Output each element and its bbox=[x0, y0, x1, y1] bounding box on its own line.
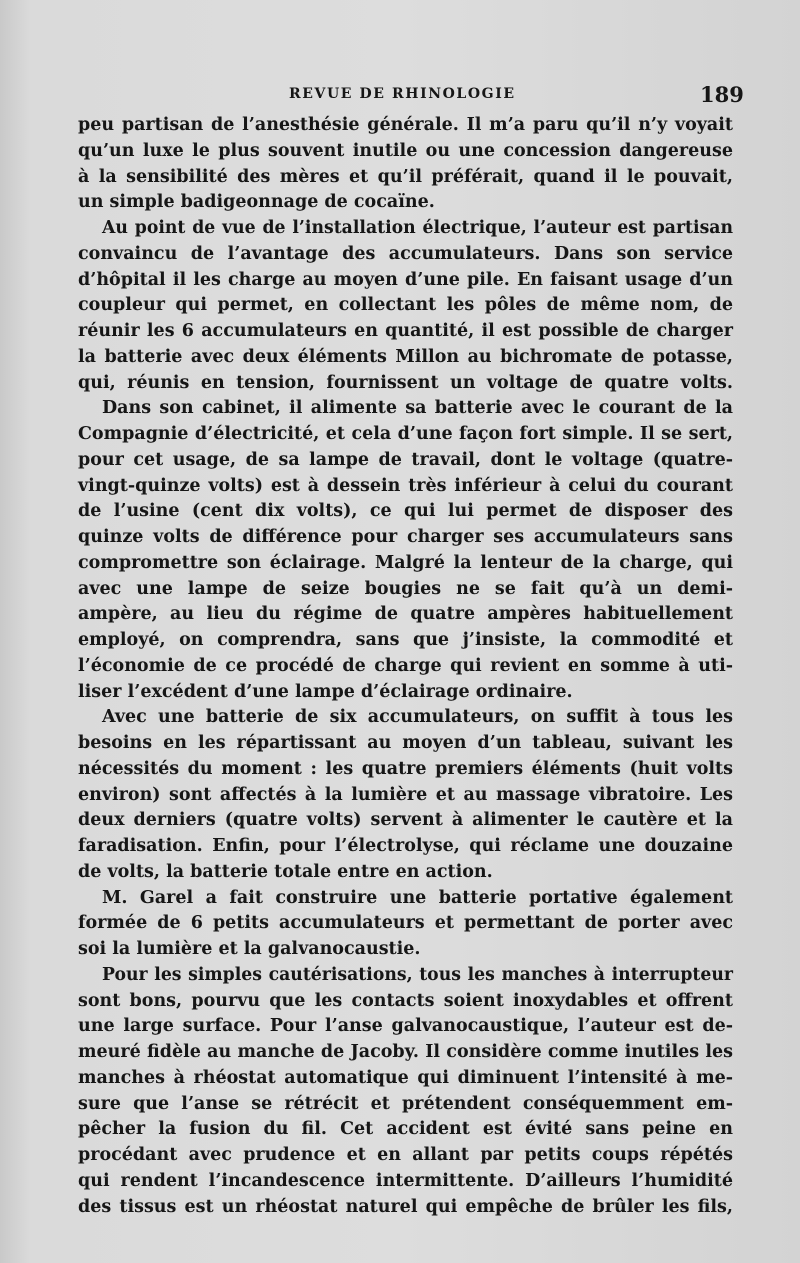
text-line: un simple badigeonnage de cocaïne. bbox=[78, 192, 435, 213]
text-line: pour cet usage, de sa lampe de travail, dont le voltage (quatre- bbox=[78, 449, 733, 470]
text-line: besoins en les répartissant au moyen d’un tableau, suivant les bbox=[78, 733, 733, 753]
text-line: avec une lampe de seize bougies ne se fait qu’à un demi- bbox=[78, 578, 733, 599]
text-line: compromettre son éclairage. Malgré la lenteur de la charge, qui bbox=[78, 552, 733, 573]
text-line: pêcher la fusion du fil. Cet accident est évité sans peine en bbox=[78, 1119, 733, 1140]
text-line: d’hôpital il les charge au moyen d’une pile. En faisant usage d’un bbox=[78, 269, 733, 290]
text-line: sont bons, pourvu que les contacts soient inoxydables et offrent bbox=[78, 990, 733, 1011]
text-line: Compagnie d’électricité, et cela d’une façon fort simple. Il se sert, bbox=[78, 424, 733, 444]
text-line: Dans son cabinet, il alimente sa batterie avec le courant de la bbox=[102, 398, 733, 419]
text-line: Avec une batterie de six accumulateurs, on suffit à tous les bbox=[102, 707, 733, 728]
text-line: quinze volts de différence pour charger ses accumulateurs sans bbox=[78, 527, 733, 547]
text-line: formée de 6 petits accumulateurs et permettant de porter avec bbox=[78, 913, 733, 934]
text-line: coupleur qui permet, en collectant les pôles de même nom, de bbox=[78, 295, 733, 316]
text-line: convaincu de l’avantage des accumulateurs. Dans son service bbox=[78, 243, 733, 264]
text-line: peu partisan de l’anesthésie générale. Il m’a paru qu’il n’y voyait bbox=[78, 115, 733, 135]
text-line: M. Garel a fait construire une batterie portative également bbox=[102, 887, 733, 908]
text-line: des tissus est un rhéostat naturel qui empêche de brûler les fils, bbox=[78, 1196, 733, 1217]
text-line: procédant avec prudence et en allant par petits coups répétés bbox=[78, 1145, 733, 1165]
text-line: manches à rhéostat automatique qui diminuent l’intensité à me- bbox=[78, 1067, 733, 1088]
body-text bbox=[78, 113, 733, 1220]
text-line: qui, réunis en tension, fournissent un voltage de quatre volts. bbox=[78, 372, 733, 393]
page-number: 189 bbox=[700, 82, 744, 107]
text-line: employé, on comprendra, sans que j’insiste, la commodité et bbox=[78, 630, 733, 650]
text-line: meuré fidèle au manche de Jacoby. Il considère comme inutiles les bbox=[78, 1042, 733, 1062]
text-line: la batterie avec deux éléments Millon au bichromate de potasse, bbox=[78, 346, 733, 367]
text-line: réunir les 6 accumulateurs en quantité, il est possible de charger bbox=[78, 321, 733, 341]
text-line: Pour les simples cautérisations, tous les manches à interrupteur bbox=[102, 964, 733, 985]
text-line: de volts, la batterie totale entre en action. bbox=[78, 861, 493, 882]
text-line: deux derniers (quatre volts) servent à alimenter le cautère et la bbox=[78, 810, 733, 831]
text-line: Au point de vue de l’installation électrique, l’auteur est partisan bbox=[102, 218, 733, 238]
text-line: soi la lumière et la galvanocaustie. bbox=[78, 939, 421, 959]
text-line: ampère, au lieu du régime de quatre ampères habituellement bbox=[78, 604, 733, 625]
text-line: nécessités du moment : les quatre premiers éléments (huit volts bbox=[78, 758, 733, 779]
text-line: sure que l’anse se rétrécit et prétendent conséquemment em- bbox=[78, 1093, 733, 1114]
text-line: vingt-quinze volts) est à dessein très inférieur à celui du courant bbox=[78, 475, 733, 496]
text-line: qui rendent l’incandescence intermittente. D’ailleurs l’humidité bbox=[78, 1170, 733, 1191]
running-title: REVUE DE RHINOLOGIE bbox=[289, 86, 516, 102]
page-header bbox=[0, 84, 800, 108]
text-line: une large surface. Pour l’anse galvanocaustique, l’auteur est de- bbox=[78, 1016, 733, 1037]
text-line: environ) sont affectés à la lumière et au massage vibratoire. Les bbox=[78, 784, 733, 805]
text-line: faradisation. Enfin, pour l’électrolyse, qui réclame une douzaine bbox=[78, 836, 733, 856]
text-line: de l’usine (cent dix volts), ce qui lui permet de disposer des bbox=[78, 501, 733, 522]
text-line: qu’un luxe le plus souvent inutile ou une concession dangereuse bbox=[78, 140, 733, 161]
text-line: l’économie de ce procédé de charge qui revient en somme à uti- bbox=[78, 655, 733, 676]
text-line: à la sensibilité des mères et qu’il préférait, quand il le pouvait, bbox=[78, 166, 733, 187]
text-line: liser l’excédent d’une lampe d’éclairage ordinaire. bbox=[78, 681, 573, 702]
